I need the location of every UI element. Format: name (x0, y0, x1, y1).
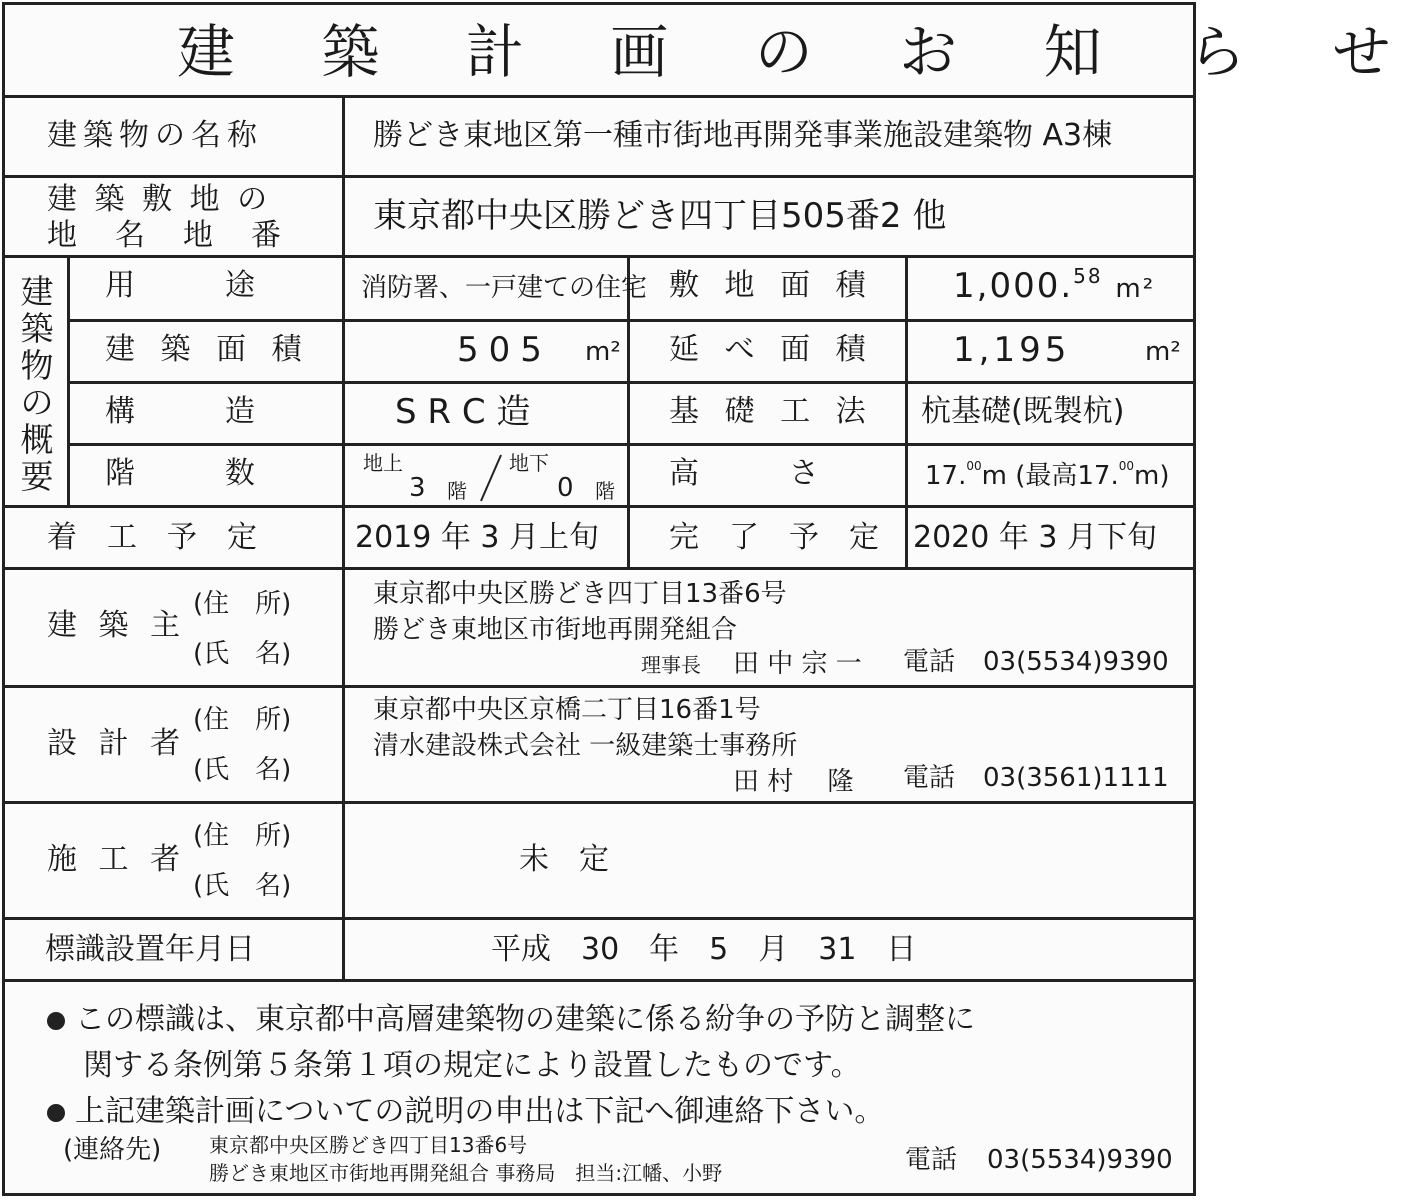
overview-label-char: 築 (20, 309, 54, 348)
start-label: 着 工 予 定 (47, 520, 257, 555)
contractor-name-label: (氏 名) (193, 871, 292, 901)
overview-label-char: 建 (20, 272, 54, 311)
structure-value: S R C 造 (395, 392, 531, 432)
floors-below-label: 地下 (509, 451, 549, 475)
completion-label: 完 了 予 定 (669, 520, 879, 555)
divider (342, 95, 345, 979)
owner-addr-label: (住 所) (193, 589, 292, 619)
divider (5, 979, 1193, 982)
overview-label-char: の (20, 383, 54, 422)
designer-addr-label: (住 所) (193, 705, 292, 735)
designer-person: 田 村 隆 (733, 767, 854, 797)
site-value: 東京都中央区勝どき四丁目505番2 他 (373, 196, 947, 236)
floors-above-value: 3 (409, 473, 426, 503)
designer-tel: 03(3561)1111 (983, 763, 1169, 793)
site-area-label: 敷 地 面 積 (669, 268, 874, 303)
note-2-text: 上記建築計画についての説明の申出は下記へ御連絡下さい。 (75, 1094, 885, 1129)
designer-tel-label: 電話 (903, 763, 956, 793)
contact-address: 東京都中央区勝どき四丁目13番6号 (209, 1133, 528, 1157)
designer-label: 設 計 者 (47, 726, 187, 761)
foundation-label: 基 礎 工 法 (669, 394, 874, 429)
designer-org: 清水建設株式会社 一級建築士事務所 (373, 731, 798, 761)
note-2 (47, 1094, 885, 1129)
height-dec: 00 (966, 459, 982, 473)
divider (5, 505, 1193, 508)
page-title: 建 築 計 画 の お 知 ら せ (177, 18, 1425, 86)
site-area-int: 1,000. (953, 266, 1074, 306)
designer-name-label: (氏 名) (193, 755, 292, 785)
owner-label: 建 築 主 (47, 608, 187, 643)
floors-slash (479, 453, 503, 503)
owner-org: 勝どき東地区市街地再開発組合 (373, 615, 738, 645)
height-max-dec: 00 (1118, 459, 1135, 473)
site-label-line2: 地 名 地 番 (47, 218, 285, 253)
contractor-addr-label: (住 所) (193, 821, 292, 851)
overview-label-char: 物 (20, 346, 54, 385)
note-1-text: この標識は、東京都中高層建築物の建築に係る紛争の予防と調整に (75, 1002, 975, 1037)
contact-label: (連絡先) (63, 1135, 162, 1165)
designer-address: 東京都中央区京橋二丁目16番1号 (373, 695, 761, 725)
floors-label: 階 数 (105, 456, 255, 491)
height-value (925, 459, 1170, 491)
divider (67, 381, 1193, 384)
completion-value: 2020 年 3 月下旬 (913, 520, 1158, 555)
building-area-label: 建 築 面 積 (105, 332, 310, 367)
use-value: 消防署、一戸建ての住宅 (361, 273, 648, 303)
divider (5, 685, 1193, 688)
site-area-unit: m² (1115, 274, 1156, 304)
site-label-line1: 建 築 敷 地 の (47, 182, 272, 217)
bullet-icon (47, 1012, 65, 1030)
building-area-value: 505 (457, 330, 552, 370)
building-name-value: 勝どき東地区第一種市街地再開発事業施設建築物 A3棟 (373, 118, 1113, 153)
sign-date-label: 標識設置年月日 (45, 932, 255, 967)
contact-org: 勝どき東地区市街地再開発組合 事務局 担当:江幡、小野 (209, 1161, 723, 1185)
floors-below-unit: 階 (595, 479, 615, 503)
floor-area-unit: m² (1145, 337, 1181, 367)
owner-name-label: (氏 名) (193, 639, 292, 669)
foundation-value: 杭基礎(既製杭) (921, 394, 1125, 429)
floors-above-unit: 階 (447, 479, 467, 503)
contractor-label: 施 工 者 (47, 842, 187, 877)
overview-label (17, 273, 57, 495)
building-name-label: 建築物の名称 (47, 118, 263, 153)
site-area-dec: 58 (1073, 264, 1103, 288)
notice-board (2, 2, 1425, 1196)
contact-tel-label: 電話 (905, 1145, 958, 1175)
start-value: 2019 年 3 月上旬 (355, 520, 600, 555)
contractor-value: 未 定 (519, 842, 609, 877)
divider (905, 255, 908, 567)
height-label: 高 さ (669, 456, 819, 491)
overview-label-char: 要 (20, 457, 54, 496)
floors-below-value: 0 (557, 473, 574, 503)
floor-area-label: 延 べ 面 積 (669, 332, 874, 367)
sign-date-value: 平成 30 年 5 月 31 日 (491, 932, 917, 967)
divider (67, 255, 70, 505)
divider (5, 801, 1193, 804)
structure-label: 構 造 (105, 394, 255, 429)
divider (67, 319, 1193, 322)
divider (5, 917, 1193, 920)
site-area-value (953, 264, 1156, 306)
owner-tel: 03(5534)9390 (983, 647, 1169, 677)
owner-person: 田 中 宗 一 (733, 649, 862, 679)
owner-tel-label: 電話 (903, 647, 956, 677)
divider (5, 567, 1193, 570)
height-unit: m (最高17. (981, 461, 1119, 491)
owner-address: 東京都中央区勝どき四丁目13番6号 (373, 579, 787, 609)
divider (67, 443, 1193, 446)
divider (5, 255, 1193, 258)
floor-area-value: 1,195 (953, 330, 1071, 370)
contact-tel: 03(5534)9390 (987, 1145, 1173, 1175)
owner-title: 理事長 (641, 653, 701, 677)
floors-above-label: 地上 (363, 451, 403, 475)
building-area-unit: m² (585, 337, 621, 367)
divider (5, 95, 1193, 98)
use-label: 用 途 (105, 268, 255, 303)
bullet-icon (47, 1104, 65, 1122)
height-int: 17. (925, 461, 967, 491)
note-1 (47, 1002, 975, 1037)
overview-label-char: 概 (20, 420, 54, 459)
note-1-cont: 関する条例第５条第１項の規定により設置したものです。 (83, 1048, 861, 1083)
divider (5, 175, 1193, 178)
height-max-unit: m) (1134, 461, 1170, 491)
